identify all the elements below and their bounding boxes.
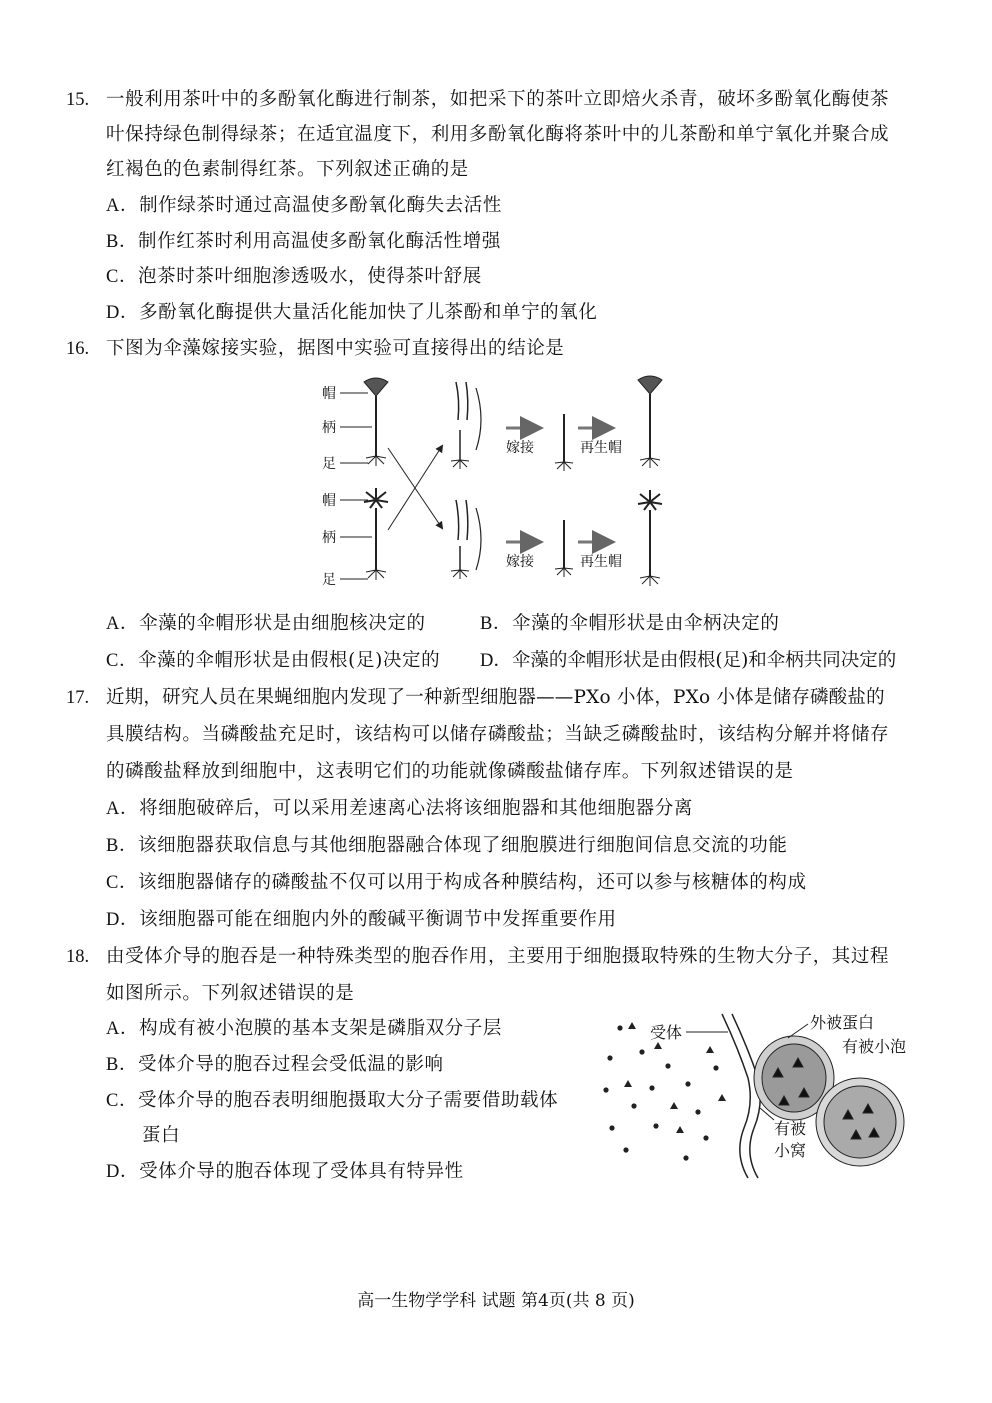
label-cap-top: 帽 <box>322 386 336 402</box>
q18-option-c-cont: 蛋白 <box>142 1125 181 1146</box>
q15-option-d: D．多酚氧化酶提供大量活化能加快了儿茶酚和单宁的氧化 <box>106 302 598 323</box>
q16-option-b: B．伞藻的伞帽形状是由伞柄决定的 <box>480 613 780 634</box>
q17-stem-line-3: 的磷酸盐释放到细胞中，这表明它们的功能就像磷酸盐储存库。下列叙述错误的是 <box>106 761 794 782</box>
q16-number: 16. <box>66 339 90 359</box>
label-coated-pit-line2: 小窝 <box>774 1141 807 1160</box>
q18-number: 18. <box>66 947 90 967</box>
page-footer: 高一生物学学科 试题 第4页(共 8 页) <box>357 1291 635 1311</box>
grafted-plant-bottom <box>555 520 573 577</box>
grafted-pieces-top <box>451 382 481 469</box>
label-regen-top: 再生帽 <box>580 440 622 456</box>
acetabularia-grafting-figure <box>316 370 676 602</box>
coated-vesicle <box>816 1078 904 1166</box>
q16-stem: 下图为伞藻嫁接实验，据图中实验可直接得出的结论是 <box>106 338 565 359</box>
q15-stem-line-3: 红褐色的色素制得红茶。下列叙述正确的是 <box>106 159 469 180</box>
label-stalk-bottom: 柄 <box>322 530 336 546</box>
label-coated-vesicle: 有被小泡 <box>842 1037 907 1056</box>
q15-stem-line-1: 一般利用茶叶中的多酚氧化酶进行制茶，如把采下的茶叶立即焙火杀青，破坏多酚氧化酶使茶 <box>106 89 890 110</box>
q15-option-c: C．泡茶时茶叶细胞渗透吸水，使得茶叶舒展 <box>106 266 482 287</box>
q17-stem-line-1: 近期，研究人员在果蝇细胞内发现了一种新型细胞器——PXo 小体，PXo 小体是储存磷酸盐的 <box>106 687 885 708</box>
plant-flower-cap <box>364 488 388 580</box>
q16-option-d: D．伞藻的伞帽形状是由假根(足)和伞柄共同决定的 <box>480 650 897 671</box>
label-foot-bottom: 足 <box>322 572 336 588</box>
q15-stem-line-2: 叶保持绿色制得绿茶；在适宜温度下，利用多酚氧化酶将茶叶中的儿茶酚和单宁氧化并聚合成 <box>106 124 890 145</box>
q18-option-a: A．构成有被小泡膜的基本支架是磷脂双分子层 <box>106 1018 502 1039</box>
q15-option-a: A．制作绿茶时通过高温使多酚氧化酶失去活性 <box>106 195 502 216</box>
q17-number: 17. <box>66 688 90 708</box>
q18-option-d: D．受体介导的胞吞体现了受体具有特异性 <box>106 1161 464 1182</box>
q18-option-c: C．受体介导的胞吞表明细胞摄取大分子需要借助载体 <box>106 1090 559 1111</box>
q18-stem-line-2: 如图所示。下列叙述错误的是 <box>106 983 355 1004</box>
q17-stem-line-2: 具膜结构。当磷酸盐充足时，该结构可以储存磷酸盐；当缺乏磷酸盐时，该结构分解并将储存 <box>106 724 890 745</box>
label-graft-bottom: 嫁接 <box>506 554 534 570</box>
label-stalk-top: 柄 <box>322 420 336 436</box>
regenerated-umbrella-cap <box>638 376 662 468</box>
label-regen-bottom: 再生帽 <box>580 554 622 570</box>
q18-option-b: B．受体介导的胞吞过程会受低温的影响 <box>106 1054 444 1075</box>
q15-option-b: B．制作红茶时利用高温使多酚氧化酶活性增强 <box>106 231 501 252</box>
q16-option-c: C．伞藻的伞帽形状是由假根(足)决定的 <box>106 650 441 671</box>
label-receptor: 受体 <box>650 1023 683 1042</box>
receptor-endocytosis-figure <box>598 1008 928 1180</box>
grafted-pieces-bottom <box>451 500 481 579</box>
grafted-plant-top <box>555 414 573 471</box>
label-foot-top: 足 <box>322 456 336 472</box>
q17-option-c: C．该细胞器储存的磷酸盐不仅可以用于构成各种膜结构，还可以参与核糖体的构成 <box>106 872 807 893</box>
q18-stem-line-1: 由受体介导的胞吞是一种特殊类型的胞吞作用，主要用于细胞摄取特殊的生物大分子，其过程 <box>106 946 890 967</box>
label-coated-pit-line1: 有被 <box>774 1119 807 1138</box>
q16-option-a: A．伞藻的伞帽形状是由细胞核决定的 <box>106 613 426 634</box>
label-cap-bottom: 帽 <box>322 493 336 509</box>
q15-number: 15. <box>66 90 90 110</box>
q17-option-a: A．将细胞破碎后，可以采用差速离心法将该细胞器和其他细胞器分离 <box>106 798 693 819</box>
plasma-membrane <box>722 1014 760 1178</box>
regenerated-flower-cap <box>638 490 662 586</box>
plant-umbrella-cap <box>364 378 388 466</box>
extracellular-molecules <box>603 1022 726 1161</box>
q17-option-b: B．该细胞器获取信息与其他细胞器融合体现了细胞膜进行细胞间信息交流的功能 <box>106 835 788 856</box>
q17-option-d: D．该细胞器可能在细胞内外的酸碱平衡调节中发挥重要作用 <box>106 909 617 930</box>
label-coat-protein: 外被蛋白 <box>810 1013 875 1032</box>
label-graft-top: 嫁接 <box>506 440 534 456</box>
